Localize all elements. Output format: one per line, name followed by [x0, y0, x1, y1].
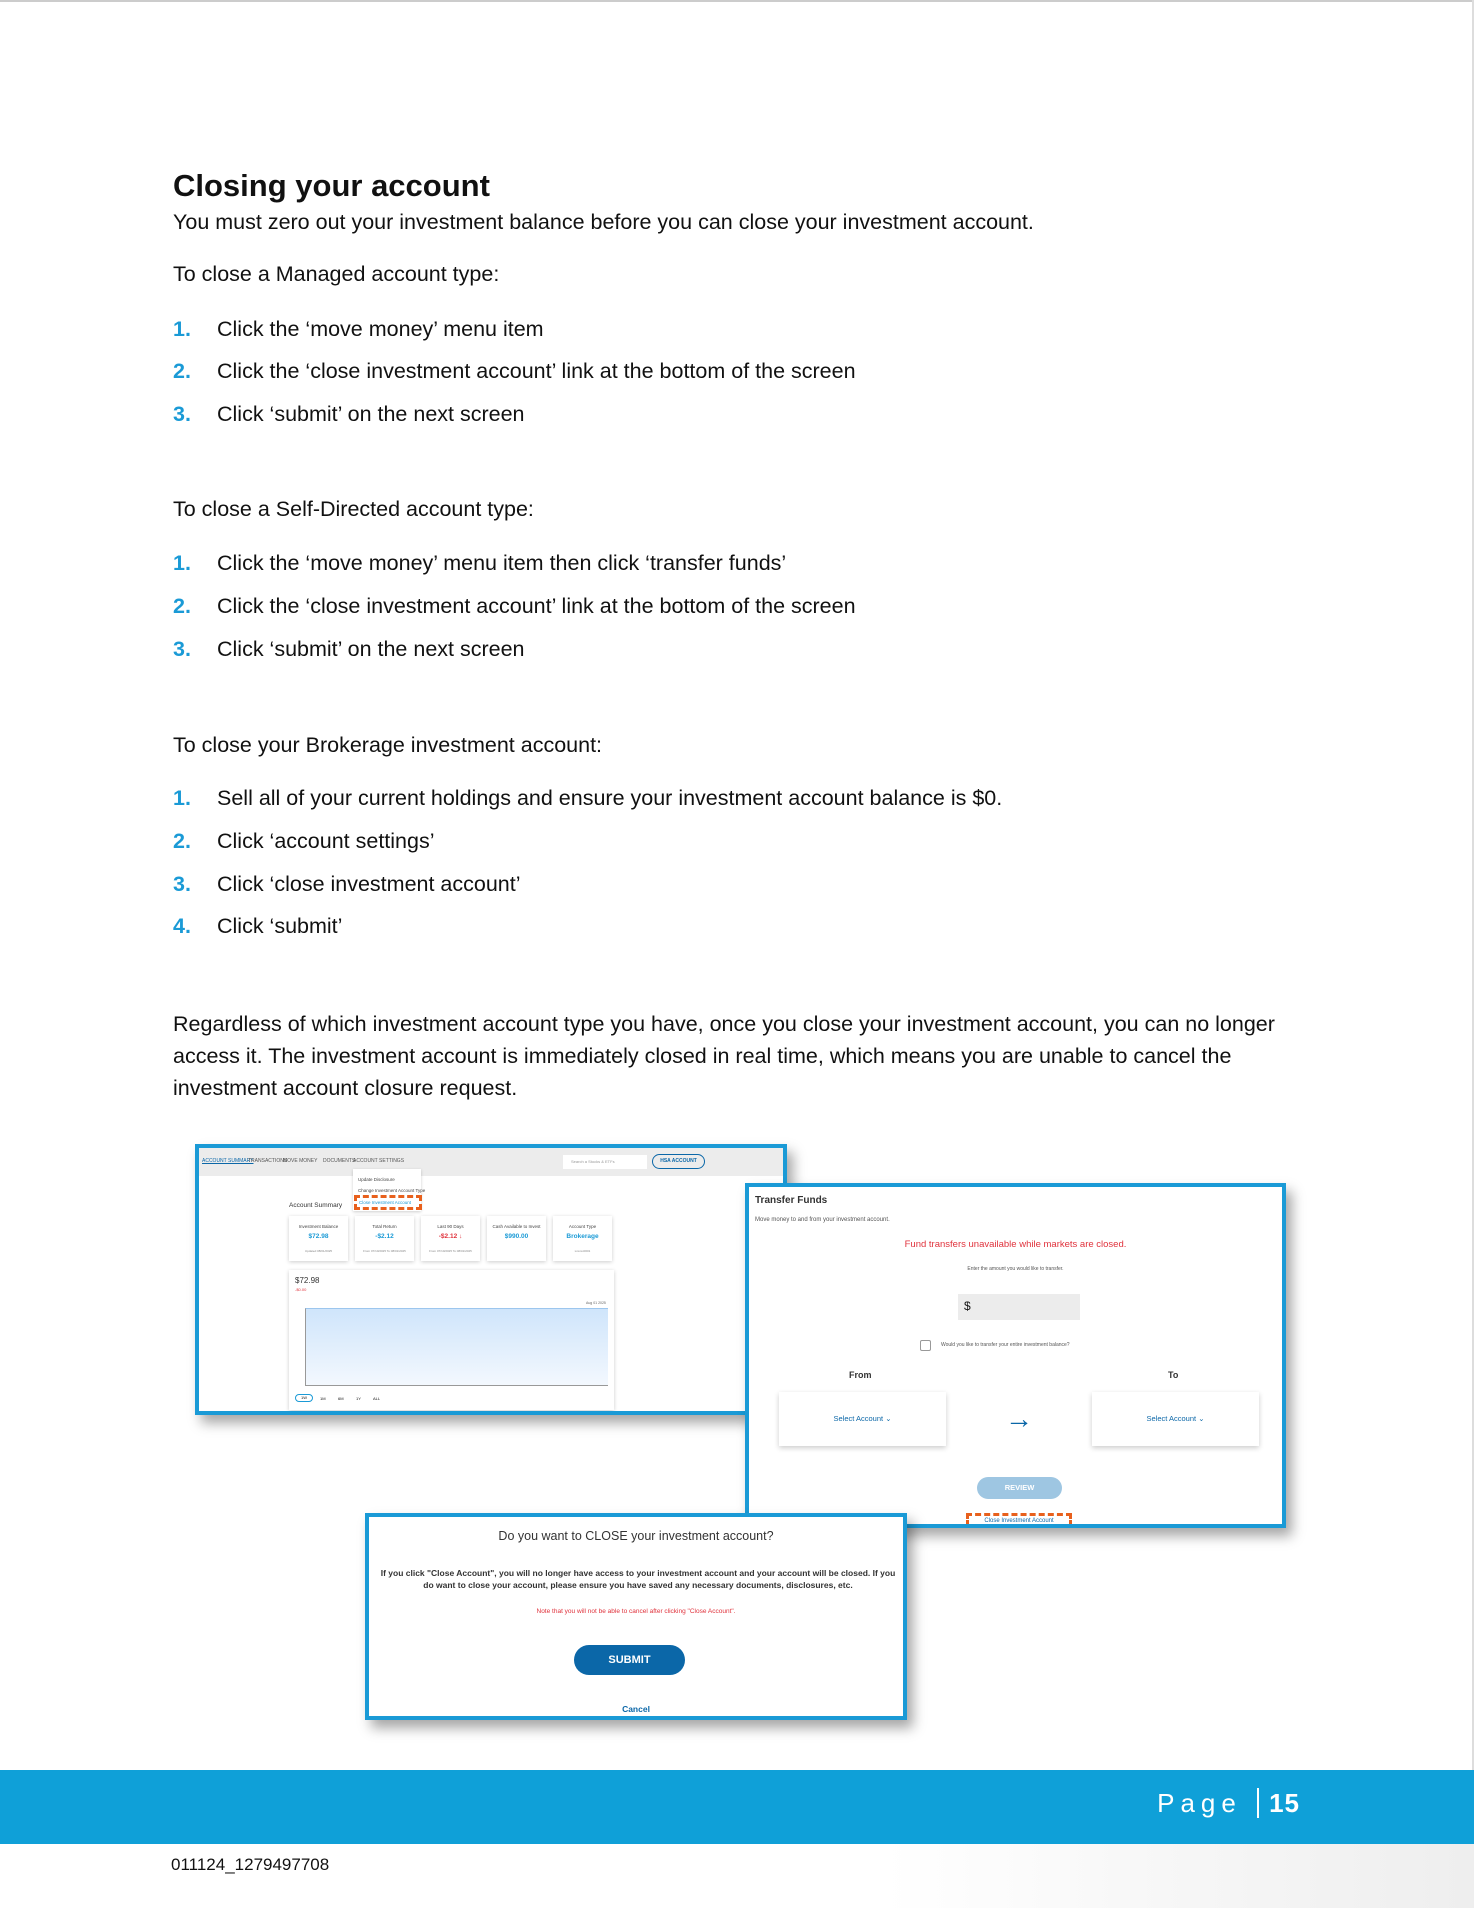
summary-card	[421, 1216, 480, 1261]
step-number: 2.	[173, 594, 191, 618]
managed-step: Click ‘submit’ on the next screen	[217, 402, 525, 426]
balance-chart-area	[305, 1308, 608, 1386]
intro-text: You must zero out your investment balance before you can close your investment account.	[173, 210, 1034, 234]
range-1m[interactable]: 1M	[320, 1396, 326, 1401]
dialog-title: Do you want to CLOSE your investment account?	[498, 1529, 774, 1543]
menu-item-update-disclosure[interactable]: Update Disclosure	[358, 1177, 395, 1182]
card-subtext: From 07/10/2025 To 08/01/2025	[363, 1249, 406, 1253]
chart-change: -$0.00	[295, 1287, 307, 1292]
brokerage-step: Click ‘account settings’	[217, 829, 435, 853]
amount-input[interactable]: $	[958, 1294, 1080, 1320]
step-number: 2.	[173, 829, 191, 853]
self-directed-step: Click the ‘close investment account’ link at the bottom of the screen	[217, 594, 856, 618]
submit-button[interactable]: SUBMIT	[574, 1645, 685, 1675]
from-account-select[interactable]	[779, 1392, 946, 1446]
step-number: 1.	[173, 317, 191, 341]
cancel-link[interactable]: Cancel	[622, 1704, 650, 1714]
brokerage-step: Sell all of your current holdings and ensure your investment account balance is $0.	[217, 786, 1003, 810]
range-all[interactable]: ALL	[373, 1396, 381, 1401]
chevron-down-icon: ⌄	[1198, 1414, 1205, 1423]
transfer-funds-screenshot	[745, 1183, 1286, 1528]
checkbox-label: Would you like to transfer your entire investment balance?	[941, 1342, 1070, 1348]
from-label: From	[849, 1370, 872, 1380]
page-label: Page	[1157, 1788, 1242, 1818]
transfer-subtitle: Move money to and from your investment account.	[755, 1217, 890, 1223]
search-input[interactable]: Search a Stocks & ETFs	[563, 1155, 647, 1169]
self-directed-step: Click ‘submit’ on the next screen	[217, 637, 525, 661]
step-number: 2.	[173, 359, 191, 383]
card-subtext: Updated 08/01/2025	[304, 1249, 333, 1253]
card-value: $990.00	[504, 1233, 529, 1240]
amount-label: Enter the amount you would like to transfer.	[967, 1266, 1064, 1272]
entire-balance-checkbox[interactable]	[920, 1340, 931, 1351]
to-label: To	[1168, 1370, 1179, 1380]
step-number: 3.	[173, 637, 191, 661]
card-value: -$2.12	[375, 1233, 394, 1240]
step-number: 1.	[173, 786, 191, 810]
brokerage-step: Click ‘submit’	[217, 914, 343, 938]
transfer-title: Transfer Funds	[755, 1195, 828, 1206]
footer-bar	[0, 1770, 1474, 1844]
page-title: Closing your account	[173, 168, 490, 203]
nav-documents[interactable]: DOCUMENTS	[323, 1158, 356, 1164]
self-directed-step: Click the ‘move money’ menu item then click ‘transfer funds’	[217, 551, 787, 575]
card-value: -$2.12 ↓	[438, 1233, 463, 1240]
brokerage-step: Click ‘close investment account’	[217, 872, 521, 896]
card-label: Last 90 Days	[437, 1224, 464, 1229]
nav-transactions[interactable]: TRANSACTIONS	[248, 1158, 288, 1164]
dialog-body: If you click "Close Account", you will no longer have access to your investment account and your account will be closed. If you do want to close your account, please ensure you have saved any necessary documents, disclosures, etc.	[380, 1568, 896, 1590]
menu-item-change-type[interactable]: Change Investment Account Type	[358, 1188, 426, 1193]
chart-date: Aug 01 2025	[586, 1301, 606, 1305]
card-label: Cash Available to Invest	[492, 1224, 541, 1229]
account-summary-screenshot	[195, 1144, 787, 1415]
card-value: Brokerage	[566, 1233, 599, 1240]
range-1y[interactable]: 1Y	[356, 1396, 361, 1401]
step-number: 4.	[173, 914, 191, 938]
menu-item-close-investment-account[interactable]: Close Investment Account	[359, 1200, 412, 1205]
arrow-right-icon: →	[1005, 1403, 1033, 1434]
top-border	[0, 0, 1474, 2]
step-number: 3.	[173, 402, 191, 426]
select-label: Select Account	[833, 1414, 884, 1423]
page-indicator	[1157, 1788, 1300, 1819]
markets-closed-warning: Fund transfers unavailable while markets are closed.	[904, 1239, 1127, 1250]
card-value: $72.98	[308, 1233, 329, 1240]
step-number: 1.	[173, 551, 191, 575]
chevron-down-icon: ⌄	[885, 1414, 892, 1423]
managed-step: Click the ‘close investment account’ link at the bottom of the screen	[217, 359, 856, 383]
bottom-area	[0, 1844, 1474, 1908]
summary-card	[553, 1216, 612, 1261]
to-account-select[interactable]	[1092, 1392, 1259, 1446]
brokerage-label: To close your Brokerage investment account:	[173, 733, 603, 757]
document-id: 011124_1279497708	[171, 1855, 330, 1874]
card-label: Investment Balance	[298, 1224, 339, 1229]
nav-account-settings[interactable]: ACCOUNT SETTINGS	[353, 1158, 405, 1164]
summary-card	[355, 1216, 414, 1261]
range-1w[interactable]: 1W	[295, 1394, 313, 1402]
page-number: 15	[1257, 1788, 1300, 1818]
hsa-account-button[interactable]: HSA ACCOUNT	[652, 1154, 705, 1169]
summary-card	[487, 1216, 546, 1261]
managed-step: Click the ‘move money’ menu item	[217, 317, 544, 341]
nav-account-summary[interactable]: ACCOUNT SUMMARY	[202, 1158, 254, 1164]
self-directed-label: To close a Self-Directed account type:	[173, 497, 534, 521]
card-subtext: xxxxxx0001	[574, 1249, 591, 1253]
card-label: Total Return	[372, 1224, 397, 1229]
managed-label: To close a Managed account type:	[173, 262, 500, 286]
closing-paragraph: Regardless of which investment account type you have, once you close your investment account, you can no longer access it. The investment account is immediately closed in real time, which means you are unable to cancel the investment account closure request.	[173, 1012, 1275, 1100]
dialog-note: Note that you will not be able to cancel after clicking "Close Account".	[536, 1608, 736, 1615]
chart-value: $72.98	[295, 1276, 320, 1285]
range-6m[interactable]: 6M	[338, 1396, 344, 1401]
card-subtext: From 07/10/2025 To 08/01/2025	[429, 1249, 472, 1253]
nav-move-money[interactable]: MOVE MONEY	[283, 1158, 318, 1164]
select-label: Select Account	[1146, 1414, 1197, 1423]
step-number: 3.	[173, 872, 191, 896]
close-investment-account-link[interactable]: Close Investment Account	[984, 1518, 1054, 1524]
summary-card	[289, 1216, 348, 1261]
close-account-dialog-screenshot	[365, 1513, 907, 1720]
card-label: Account Type	[568, 1224, 597, 1229]
summary-title: Account Summary	[289, 1202, 343, 1209]
review-button[interactable]: REVIEW	[977, 1477, 1062, 1499]
